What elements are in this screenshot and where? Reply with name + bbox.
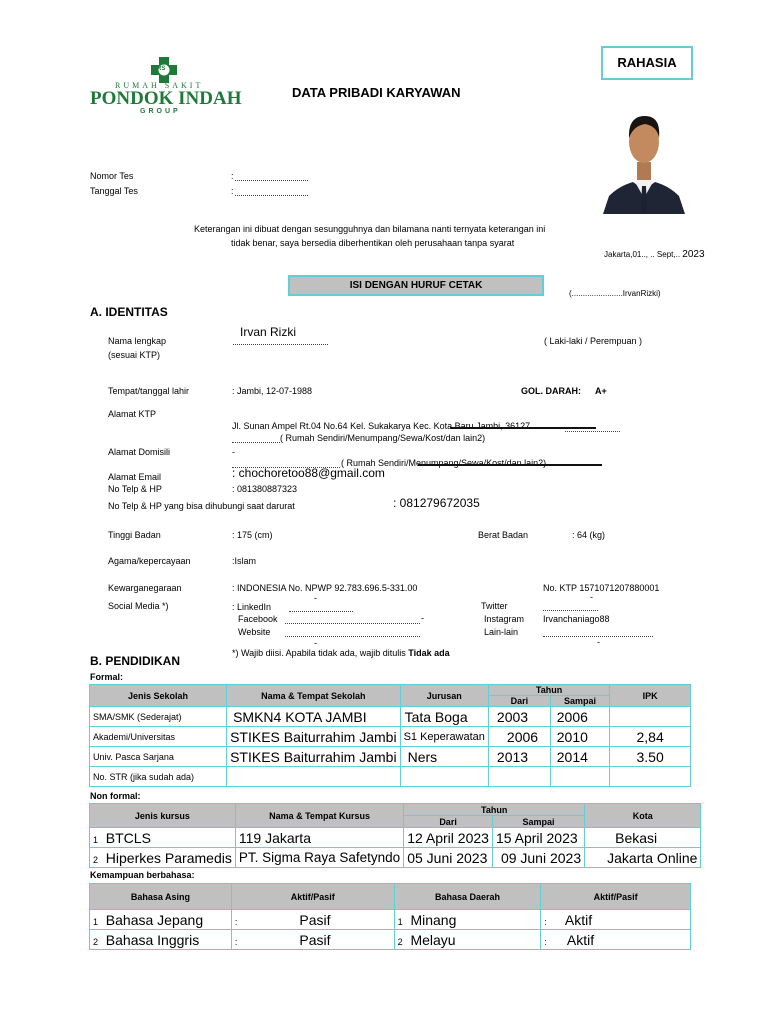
statement-line-2: tidak benar, saya bersedia diberhentikan oleh perusahaan tanpa syarat <box>231 238 515 248</box>
bahasa-aktif-2[interactable] <box>541 930 691 950</box>
warga-value[interactable]: : INDONESIA No. NPWP 92.783.696.5-331.00 <box>232 583 418 593</box>
formal-dari[interactable]: 2003 <box>488 707 550 727</box>
level-value: Pasif <box>299 931 331 948</box>
colon: : <box>234 936 238 947</box>
note-text: *) Wajib diisi. Apabila tidak ada, wajib ditulis <box>232 648 406 658</box>
row-number: 2 <box>93 936 99 947</box>
bahasa-label: Kemampuan berbahasa: <box>90 870 195 880</box>
bahasa-header-aktif-1: Aktif/Pasif <box>231 884 394 910</box>
formal-header-jurusan: Jurusan <box>400 685 488 707</box>
logo-line-3: GROUP <box>140 108 181 115</box>
linkedin-field[interactable] <box>289 611 353 612</box>
document-title: DATA PRIBADI KARYAWAN <box>292 85 461 100</box>
formal-header-nama: Nama & Tempat Sekolah <box>227 685 401 707</box>
language-name: Bahasa Jepang <box>105 911 204 928</box>
domisili-strike <box>418 464 602 466</box>
facebook-field[interactable] <box>285 623 420 624</box>
table-row <box>90 767 691 787</box>
level-value: Pasif <box>299 911 331 928</box>
twitter-dash: - <box>590 592 593 602</box>
formal-sampai[interactable]: 2006 <box>550 707 610 727</box>
darurat-value[interactable]: : 081279672035 <box>393 496 480 510</box>
section-identitas: A. IDENTITAS <box>90 305 168 319</box>
kursus-name: BTCLS <box>105 829 151 846</box>
nonformal-header-tahun: Tahun <box>404 804 585 816</box>
colon: : <box>234 916 238 927</box>
formal-header-jenis: Jenis Sekolah <box>90 685 227 707</box>
nonformal-nama[interactable]: 119 Jakarta <box>235 828 403 848</box>
table-row <box>90 727 691 747</box>
nama-value[interactable]: Irvan Rizki <box>240 325 297 339</box>
note-bold: Tidak ada <box>408 648 450 658</box>
nonformal-label: Non formal: <box>90 791 141 801</box>
table-row <box>90 848 701 868</box>
date-year: 2023 <box>682 249 705 260</box>
bahasa-aktif-2[interactable] <box>541 910 691 930</box>
alamat-ktp-strike <box>450 427 596 429</box>
bahasa-header-daerah: Bahasa Daerah <box>394 884 541 910</box>
formal-ipk[interactable]: 3.50 <box>610 747 691 767</box>
nonformal-header-dari: Dari <box>404 816 493 828</box>
email-label: Alamat Email <box>108 472 162 482</box>
tanggal-tes-colon: : <box>231 186 234 196</box>
nonformal-jenis[interactable] <box>90 828 236 848</box>
required-note <box>232 648 450 658</box>
colon: : <box>544 936 547 947</box>
nonformal-nama[interactable]: PT. Sigma Raya Safetyndo <box>235 848 403 868</box>
language-name: Minang <box>410 911 457 928</box>
facebook-label: Facebook <box>238 614 278 624</box>
formal-jenis: SMA/SMK (Sederajat) <box>90 707 227 727</box>
formal-education-table <box>89 684 691 787</box>
formal-ipk[interactable] <box>610 707 691 727</box>
website-label: Website <box>238 627 271 637</box>
nonformal-dari[interactable]: 12 April 2023 <box>404 828 493 848</box>
formal-dari[interactable]: 2006 <box>488 727 550 747</box>
logo-line-1: RUMAH SAKIT <box>115 81 204 90</box>
tanggal-tes-label: Tanggal Tes <box>90 186 138 196</box>
formal-dari[interactable]: 2013 <box>488 747 550 767</box>
table-row <box>90 747 691 767</box>
nomor-tes-field[interactable] <box>235 180 308 181</box>
instagram-label: Instagram <box>484 614 525 624</box>
goldarah-value[interactable]: A+ <box>595 386 607 396</box>
domisili-label: Alamat Domisili <box>108 447 171 457</box>
formal-jurusan[interactable]: Ners <box>400 747 488 767</box>
table-row <box>90 930 691 950</box>
formal-header-sampai: Sampai <box>550 696 610 707</box>
formal-dari[interactable] <box>488 767 550 787</box>
telp-value[interactable]: : 081380887323 <box>232 484 298 494</box>
nama-line <box>233 344 328 345</box>
linkedin-label: : LinkedIn <box>232 602 272 612</box>
signature-field: (.......................IrvanRizki) <box>569 289 661 298</box>
section-pendidikan: B. PENDIDIKAN <box>90 654 181 668</box>
nonformal-sampai[interactable]: 09 Juni 2023 <box>492 848 584 868</box>
berat-label: Berat Badan <box>478 530 529 540</box>
berat-value[interactable]: : 64 (kg) <box>572 530 606 540</box>
logo-line-2: PONDOK INDAH <box>90 88 242 109</box>
twitter-field[interactable] <box>543 610 598 611</box>
instagram-value[interactable]: Irvanchaniago88 <box>543 614 610 624</box>
tanggal-tes-field[interactable] <box>235 195 308 196</box>
formal-header-tahun: Tahun <box>488 685 609 696</box>
darurat-label: No Telp & HP yang bisa dihubungi saat darurat <box>108 501 295 511</box>
nonformal-kota[interactable]: Jakarta Online <box>585 848 701 868</box>
formal-nama[interactable] <box>227 767 401 787</box>
alamat-ktp-line-2 <box>232 442 280 443</box>
level-value: Aktif <box>564 911 593 928</box>
rahasia-box: RAHASIA <box>601 46 693 80</box>
table-row <box>90 707 691 727</box>
alamat-ktp-label: Alamat KTP <box>108 409 157 419</box>
row-number: 2 <box>397 936 403 947</box>
nonformal-header-kota: Kota <box>585 804 701 828</box>
nonformal-dari[interactable]: 05 Juni 2023 <box>404 848 493 868</box>
formal-nama[interactable]: STIKES Baiturrahim Jambi <box>227 747 401 767</box>
nonformal-sampai[interactable]: 15 April 2023 <box>492 828 584 848</box>
table-row <box>90 910 691 930</box>
bahasa-aktif-1[interactable] <box>231 930 394 950</box>
colon: : <box>544 916 547 927</box>
formal-jenis: Univ. Pasca Sarjana <box>90 747 227 767</box>
ktp-number[interactable]: No. KTP 1571071207880001 <box>543 583 660 593</box>
agama-label: Agama/kepercayaan <box>108 556 191 566</box>
ttl-label: Tempat/tanggal lahir <box>108 386 190 396</box>
language-name: Bahasa Inggris <box>105 931 200 948</box>
website-field[interactable] <box>285 636 420 637</box>
date-place: Jakarta,01 <box>604 250 642 259</box>
profile-photo <box>599 86 689 214</box>
language-name: Melayu <box>410 931 456 948</box>
goldarah-label: GOL. DARAH: <box>521 386 581 396</box>
telp-label: No Telp & HP <box>108 484 162 494</box>
bahasa-asing[interactable] <box>90 930 232 950</box>
warga-label: Kewarganegaraan <box>108 583 182 593</box>
formal-sampai[interactable]: 2010 <box>550 727 610 747</box>
formal-ipk[interactable] <box>610 767 691 787</box>
rumah-option-domisili[interactable]: ( Rumah Sendiri/Menumpang/Sewa/Kost/dan lain2) <box>341 458 547 468</box>
row-number: 1 <box>93 834 99 845</box>
sosmed-label: Social Media *) <box>108 601 169 611</box>
kursus-name: Hiperkes Paramedis <box>105 849 232 866</box>
formal-jenis: No. STR (jika sudah ada) <box>90 767 227 787</box>
nonformal-jenis[interactable] <box>90 848 236 868</box>
nonformal-kota[interactable]: Bekasi <box>585 828 701 848</box>
bahasa-daerah[interactable] <box>394 930 541 950</box>
nonformal-header-jenis: Jenis kursus <box>90 804 236 828</box>
bahasa-header-asing: Bahasa Asing <box>90 884 232 910</box>
gender-option[interactable]: ( Laki-laki / Perempuan ) <box>544 336 643 346</box>
formal-label: Formal: <box>90 672 124 682</box>
logo-badge-text: RS <box>157 66 166 72</box>
print-banner: ISI DENGAN HURUF CETAK <box>288 275 544 296</box>
twitter-label: Twitter <box>481 601 508 611</box>
signature-name: IrvanRizki <box>622 289 658 298</box>
formal-jurusan[interactable] <box>400 767 488 787</box>
nonformal-header-sampai: Sampai <box>492 816 584 828</box>
formal-jurusan[interactable]: S1 Keperawatan <box>400 727 488 747</box>
ttl-value[interactable]: : Jambi, 12-07-1988 <box>232 386 313 396</box>
alamat-ktp-line-1 <box>565 431 620 432</box>
formal-nama[interactable]: SMKN4 KOTA JAMBI <box>227 707 401 727</box>
date-month: Sept, <box>656 250 676 259</box>
agama-value[interactable]: :Islam <box>232 556 257 566</box>
language-table <box>89 883 691 950</box>
formal-header-dari: Dari <box>488 696 550 707</box>
formal-ipk[interactable]: 2,84 <box>610 727 691 747</box>
alamat-ktp-value[interactable]: Jl. Sunan Ampel Rt.04 No.64 Kel. Sukakarya Kec. Kota Baru Jambi, 36127 <box>232 421 531 431</box>
lain-label: Lain-lain <box>484 627 519 637</box>
statement-line-1: Keterangan ini dibuat dengan sesungguhnya dan bilamana nanti ternyata keterangan ini <box>194 224 546 234</box>
row-number: 1 <box>397 916 403 927</box>
email-value[interactable]: : chochoretoo88@gmail.com <box>232 466 385 480</box>
rumah-option-ktp[interactable]: ( Rumah Sendiri/Menumpang/Sewa/Kost/dan lain2) <box>280 433 486 443</box>
bahasa-aktif-1[interactable] <box>231 910 394 930</box>
tinggi-value[interactable]: : 175 (cm) <box>232 530 273 540</box>
nonformal-education-table <box>89 803 701 868</box>
nomor-tes-colon: : <box>231 171 234 181</box>
row-number: 2 <box>93 854 99 865</box>
table-row <box>90 828 701 848</box>
level-value: Aktif <box>566 931 595 948</box>
domisili-value[interactable]: - <box>232 447 235 457</box>
nama-label: Nama lengkap <box>108 336 167 346</box>
formal-sampai[interactable] <box>550 767 610 787</box>
bahasa-asing[interactable] <box>90 910 232 930</box>
website-dash: - <box>314 638 317 648</box>
bahasa-daerah[interactable] <box>394 910 541 930</box>
bahasa-header-aktif-2: Aktif/Pasif <box>541 884 691 910</box>
statement-date: Jakarta,01.., .. Sept,.. 2023 <box>604 249 705 260</box>
nonformal-header-nama: Nama & Tempat Kursus <box>235 804 403 828</box>
tinggi-label: Tinggi Badan <box>108 530 161 540</box>
facebook-dash: - <box>421 613 424 623</box>
row-number: 1 <box>93 916 99 927</box>
nomor-tes-label: Nomor Tes <box>90 171 134 181</box>
formal-jurusan[interactable]: Tata Boga <box>400 707 488 727</box>
formal-sampai[interactable]: 2014 <box>550 747 610 767</box>
formal-jenis: Akademi/Universitas <box>90 727 227 747</box>
lain-dash: - <box>597 637 600 647</box>
formal-nama[interactable]: STIKES Baiturrahim Jambi <box>227 727 401 747</box>
linkedin-dash: - <box>314 593 317 603</box>
formal-header-ipk: IPK <box>610 685 691 707</box>
nama-sub-label: (sesuai KTP) <box>108 350 161 360</box>
